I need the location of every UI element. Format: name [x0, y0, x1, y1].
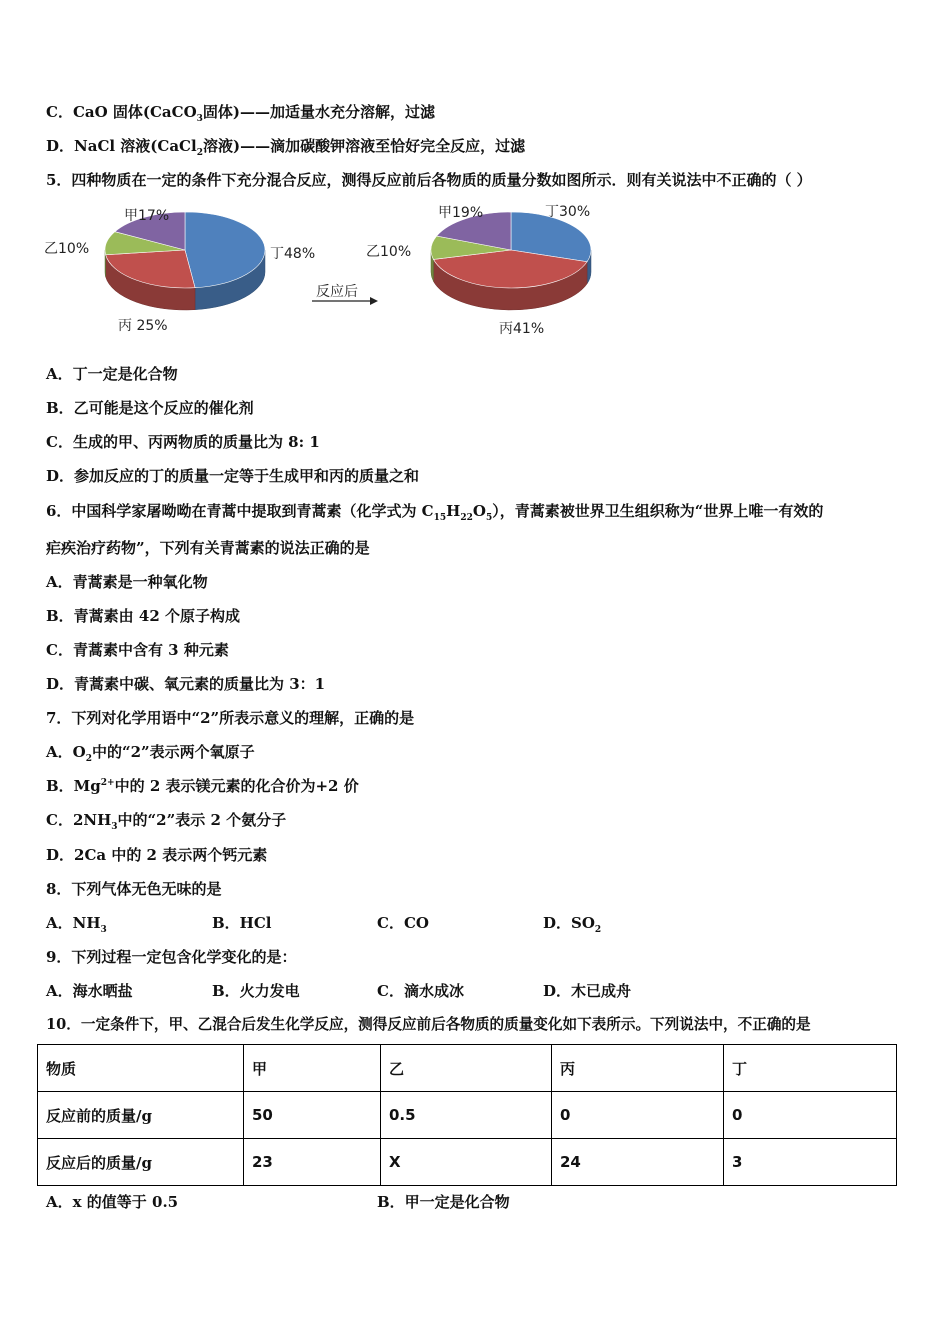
q5-option-c: C．生成的甲、丙两物质的质量比为 8: 1: [46, 433, 320, 451]
pie-chart-after: [366, 204, 591, 337]
table-row: [38, 1139, 897, 1186]
table-cell: 23: [244, 1139, 381, 1186]
table-cell: 反应前的质量/g: [38, 1092, 244, 1139]
q5-stem: 5．四种物质在一定的条件下充分混合反应，测得反应前后各物质的质量分数如图所示．则有关说法中不正确的（ ）: [46, 171, 812, 189]
q6-option-d: D．青蒿素中碳、氧元素的质量比为 3：1: [46, 675, 326, 693]
q7-stem: 7．下列对化学用语中“2”所表示意义的理解，正确的是: [46, 709, 415, 727]
q6-option-c: C．青蒿素中含有 3 种元素: [46, 641, 229, 659]
table-header-cell: 物质: [38, 1045, 244, 1092]
table-header-cell: 甲: [244, 1045, 381, 1092]
q10-stem: 10．一定条件下，甲、乙混合后发生化学反应，测得反应前后各物质的质量变化如下表所示。下列说法中，不正确的是: [46, 1016, 811, 1033]
q4-option-c: C．CaO 固体(CaCO$_3$固体)——加适量水充分溶解，过滤: [46, 103, 436, 124]
table-header-cell: 丙: [552, 1045, 724, 1092]
table-header-cell: 丁: [724, 1045, 897, 1092]
table-cell: 50: [244, 1092, 381, 1139]
table-cell: 24: [552, 1139, 724, 1186]
pie-label-丙: 丙 25%: [118, 318, 168, 334]
table-cell: 0: [724, 1092, 897, 1139]
q6-stem-line1: 6．中国科学家屠呦呦在青蒿中提取到青蒿素（化学式为 $C_{15}H_{22}O_5$），青蒿素被世界卫生组织称为“世界上唯一有效的: [46, 502, 824, 523]
q6-option-a: A．青蒿素是一种氧化物: [46, 573, 208, 591]
q5-option-d: D．参加反应的丁的质量一定等于生成甲和丙的质量之和: [46, 467, 420, 485]
pie-label-甲: 甲17%: [124, 208, 170, 224]
q8-option-d: D．$SO_2$: [543, 914, 602, 935]
q7-option-b: B．$Mg^{2+}$中的 2 表示镁元素的化合价为+2 价: [46, 777, 359, 795]
reaction-arrow: [312, 284, 378, 305]
q7-option-d: D．2Ca 中的 2 表示两个钙元素: [46, 846, 268, 864]
q6-stem-line2: 疟疾治疗药物”，下列有关青蒿素的说法正确的是: [46, 539, 370, 557]
q9-option-d: D．木已成舟: [543, 982, 632, 1000]
q9-stem: 9．下列过程一定包含化学变化的是：: [46, 948, 297, 966]
pie-chart-before: [44, 208, 315, 334]
pie-label-丁: 丁48%: [270, 246, 316, 262]
table-cell: 反应后的质量/g: [38, 1139, 244, 1186]
pie-charts-figure: [40, 196, 640, 346]
q7-option-a: A．$O_2$中的“2”表示两个氧原子: [46, 743, 255, 764]
mass-table: [37, 1044, 897, 1186]
q8-option-c: C．CO: [377, 914, 429, 932]
arrow-label: 反应后: [316, 284, 358, 300]
table-cell: 0: [552, 1092, 724, 1139]
q7-option-c: C．$2NH_3$中的“2”表示 2 个氨分子: [46, 811, 287, 832]
table-cell: 3: [724, 1139, 897, 1186]
q8-stem: 8．下列气体无色无味的是: [46, 880, 222, 898]
table-cell: 0.5: [381, 1092, 552, 1139]
q5-option-b: B．乙可能是这个反应的催化剂: [46, 399, 254, 417]
table-header-cell: 乙: [381, 1045, 552, 1092]
pie-label-丙: 丙41%: [499, 321, 545, 337]
table-row: [38, 1092, 897, 1139]
q9-option-c: C．滴水成冰: [377, 982, 464, 1000]
pie-label-乙: 乙10%: [44, 241, 90, 257]
table-header-row: [38, 1045, 897, 1092]
pie-label-丁: 丁30%: [545, 204, 591, 220]
q9-option-b: B．火力发电: [212, 982, 300, 1000]
pie-label-甲: 甲19%: [438, 205, 484, 221]
q6-option-b: B．青蒿素由 42 个原子构成: [46, 607, 240, 625]
table-cell: X: [381, 1139, 552, 1186]
q8-option-a: A．$NH_3$: [46, 914, 107, 935]
q10-option-a: A．x 的值等于 0.5: [46, 1193, 179, 1211]
q5-option-a: A．丁一定是化合物: [46, 365, 178, 383]
q9-option-a: A．海水晒盐: [46, 982, 133, 1000]
pie-label-乙: 乙10%: [366, 244, 412, 260]
q8-option-b: B．HCl: [212, 914, 272, 932]
q4-option-d: D．NaCl 溶液(CaCl$_2$溶液)——滴加碳酸钾溶液至恰好完全反应，过滤: [46, 137, 526, 158]
q10-option-b: B．甲一定是化合物: [377, 1193, 510, 1211]
